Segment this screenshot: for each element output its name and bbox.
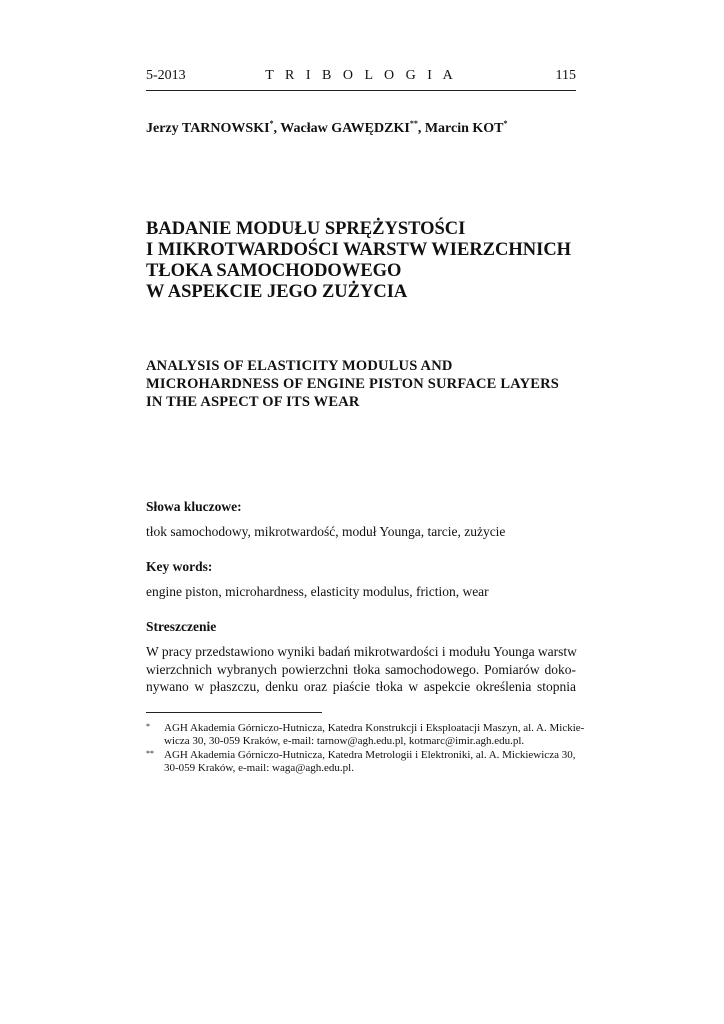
affiliation-mark: * (269, 119, 274, 128)
author-name: Jerzy TARNOWSKI (146, 121, 270, 136)
keywords-en-heading: Key words: (146, 559, 213, 574)
header-rule (146, 90, 576, 91)
footnote-mark: ** (146, 749, 154, 758)
author-separator: , (273, 121, 281, 136)
title-line: W ASPEKCIE JEGO ZUŻYCIA (146, 282, 408, 302)
keywords-pl-heading: Słowa kluczowe: (146, 499, 242, 514)
keywords-en-text: engine piston, microhardness, elasticity modulus, friction, wear (146, 584, 489, 599)
affiliation-mark: * (503, 119, 508, 128)
issue-number: 5-2013 (146, 68, 186, 83)
page-number: 115 (555, 68, 576, 83)
abstract-heading: Streszczenie (146, 619, 217, 634)
footnote-rule (146, 712, 322, 713)
journal-name: T R I B O L O G I A (265, 68, 457, 83)
author-name: Wacław GAWĘDZKI (280, 121, 410, 136)
title-line: I MIKROTWARDOŚCI WARSTW WIERZCHNICH (146, 240, 572, 260)
affiliation-mark: ** (409, 119, 418, 128)
abstract-body (146, 643, 576, 696)
footnote-2 (146, 749, 576, 775)
author-list (146, 121, 508, 137)
footnote-line: 30-059 Kraków, e-mail: waga@agh.edu.pl. (164, 762, 354, 774)
author-separator: , (417, 121, 425, 136)
keywords-pl-text: tłok samochodowy, mikrotwardość, moduł Younga, tarcie, zużycie (146, 524, 506, 539)
abstract-line: wierzchnich wybranych powierzchni tłoka samochodowego. Pomiarów doko- (146, 661, 576, 677)
title-line: BADANIE MODUŁU SPRĘŻYSTOŚCI (146, 219, 466, 239)
title-polish (146, 219, 586, 303)
title-line: TŁOKA SAMOCHODOWEGO (146, 261, 402, 281)
author-name: Marcin KOT (424, 121, 504, 136)
title-line: MICROHARDNESS OF ENGINE PISTON SURFACE LAYERS (146, 376, 560, 392)
title-line: ANALYSIS OF ELASTICITY MODULUS AND (146, 358, 453, 374)
footnote-line: wicza 30, 30-059 Kraków, e-mail: tarnow@agh.edu.pl, kotmarc@imir.agh.edu.pl. (164, 735, 525, 747)
footnote-mark: * (146, 722, 150, 731)
title-line: IN THE ASPECT OF ITS WEAR (146, 394, 360, 410)
title-english (146, 357, 586, 411)
abstract-line: nywano w płaszczu, denku oraz piaście tłoka w aspekcie określenia stopnia (146, 679, 576, 694)
footnote-line: AGH Akademia Górniczo-Hutnicza, Katedra Konstrukcji i Eksploatacji Maszyn, al. A. Mickie- (164, 722, 585, 734)
footnote-line: AGH Akademia Górniczo-Hutnicza, Katedra Metrologii i Elektroniki, al. A. Mickiewicza 30, (164, 749, 576, 761)
abstract-line: W pracy przedstawiono wyniki badań mikrotwardości i modułu Younga warstw (146, 644, 577, 659)
running-header (146, 68, 576, 86)
footnote-1 (146, 722, 585, 748)
